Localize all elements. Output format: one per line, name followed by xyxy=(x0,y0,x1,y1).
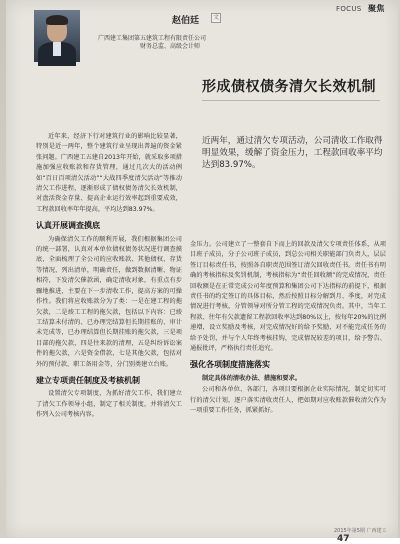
body-column-right xyxy=(190,240,386,418)
author-title: 财务总监、高级会计师 xyxy=(140,43,201,50)
author-photo xyxy=(34,10,80,62)
section-label: FOCUS xyxy=(336,5,362,13)
section-header xyxy=(336,3,385,14)
subheading: 制定具体的清收办法、措施和要求。 xyxy=(202,374,301,382)
section-name: 聚焦 xyxy=(368,4,385,13)
intro-paragraph: 近年来，经济下行对建筑行业的影响比较显著，特别是近一两年，整个建筑行业呈现出普遍的资金紧张问题。广西建工五建自2013年开始，就采取多项措施加强应收账款和存货管理，通过几次大的活动例如“百日百项清欠活动”“大战四季度清欠活动”等推动清欠工作进程，逐渐形成了债权债务清欠长效机制，对盘活资金存量、提高企业运行效率起到重要成效，工程款回收率年年提高，平均达到83.97%。 xyxy=(36,133,182,213)
section-heading: 认真开展调查摸底 xyxy=(36,221,100,231)
article-lead: 近两年，通过清欠专项活动，公司清收工作取得明显效果，缓解了资金压力，工程款回收率平均达到83.97%。 xyxy=(202,136,383,170)
body-paragraph: 为确保清欠工作的顺利开展，我们根据集团公司的统一部署，认真对本单位债权债务状况进行调查摸底，全面梳理了全公司的应收账款、其他债权、存货等情况，列出清单，明确责任，做到数据清晰、物证相符，下发清欠催款函，确定清收对象，有重点有步骤地推进，主要在下一步清收工作，提高方案的可操作性。我们将应收账款分为了类：一是在建工程的拖欠款，二是竣工工程的拖欠款，包括以下内容：已竣工结算未付清的、已办理完结算但长期挂账的、审计未完成等，已办理结算但长期挂账的拖欠款，三是项目部的拖欠款，四是往来款的清理，五是纠纷诉讼案件的拖欠款，六是资金借款，七是其他欠款，包括对外的预付款、职工备用金等，分门别类建立台账。 xyxy=(36,235,182,368)
author-tag: 文 xyxy=(212,14,219,21)
article-title: 形成债权债务清欠长效机制 xyxy=(202,79,376,95)
body-column-left xyxy=(36,132,182,422)
author-org: 广西建工集团第五建筑工程有限责任公司 xyxy=(98,35,207,42)
body-paragraph: 公司和各单位、各部门，各项目要根据企业实际情况，制定切实可行的清欠计划，逐户落实清收责任人，把如期对应收账款催收清欠作为一项重要工作任务，抓紧抓好。 xyxy=(190,386,386,415)
section-heading: 建立专项责任制度及考核机制 xyxy=(36,375,140,385)
author-name: 赵伯廷 xyxy=(172,16,200,26)
page-footer xyxy=(334,527,398,544)
page-number: 47 xyxy=(337,534,350,544)
section-heading: 强化各项制度措施落实 xyxy=(190,360,270,370)
page-sheet xyxy=(6,0,398,544)
issue-label: 2015年第5期 广西建工 xyxy=(334,528,387,534)
body-paragraph: 金压力。公司建立了一整套自下而上的回款及清欠专项责任体系，从项目班子成员，分子公司班子成员，到总公司相关职能部门负责人，层层签订目标责任书，按照各自职责范围签订清欠回收责任书。责任书有明确的考核指标及奖罚机制，考核指标为“责任回收额”的完成情况，责任回收额是在正常完成公司年度预算和集团公司下达指标的前提下，根据责任书的约定签订的具体目标，然后按照目标分解到月、季度，对完成情况进行考核，分管领导对所分管工程的完成情况负责。其中，当年工程款、往年有欠款遗留工程款回收率达到80%以上，按每年20%的比例递增，设立奖励及考核，对完成情况好的给予奖励，对不能完成任务的给予处罚，并与个人年终考核挂钩，完成情况较差的项目，给予警告、通报批评，严格执行责任追究。 xyxy=(190,241,386,353)
title-divider xyxy=(202,100,380,101)
body-paragraph: 设置清欠专项制度，为抓好清欠工作，我们建立了清欠工作领导小组，制定了相关制度，并将清欠工作列入公司考核内容。 xyxy=(36,390,182,419)
